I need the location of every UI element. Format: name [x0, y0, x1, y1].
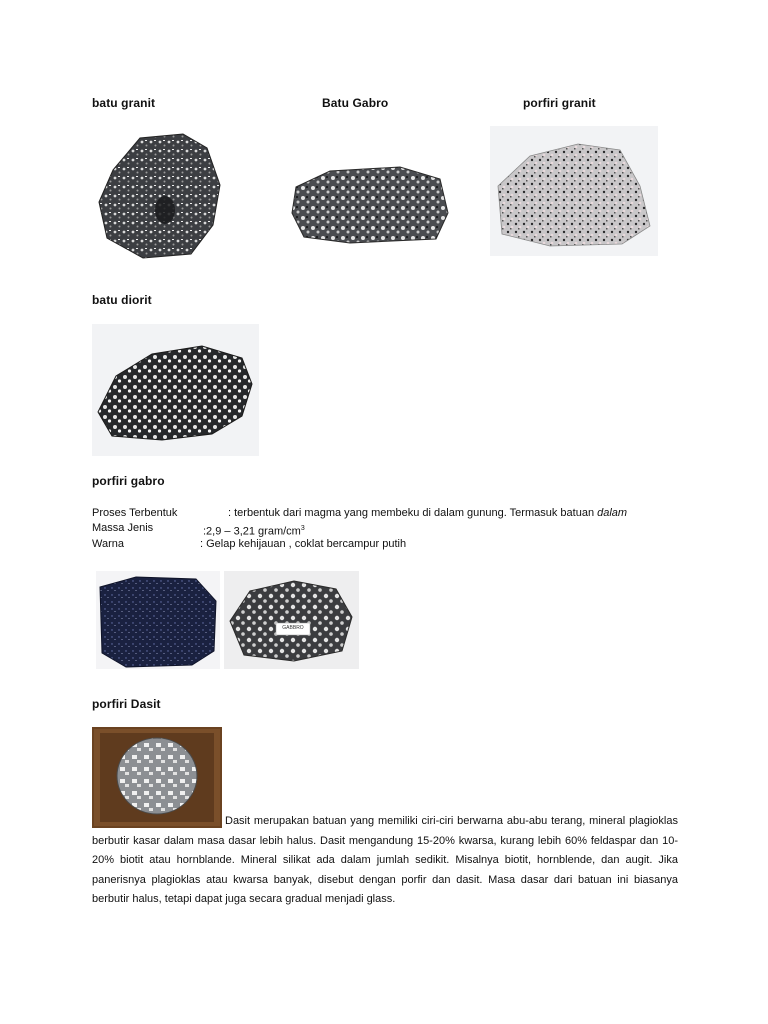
dacite-description-paragraph: [92, 812, 678, 910]
property-proses-label: Proses Terbentuk: [92, 507, 178, 519]
heading-batu-granit: batu granit: [92, 96, 156, 110]
porphyry-gabbro-dark-image: [96, 571, 220, 669]
porphyry-gabbro-specimen-image: [224, 571, 359, 669]
heading-porfiri-gabro: porfiri gabro: [92, 474, 165, 488]
heading-batu-diorit: batu diorit: [92, 293, 152, 307]
property-massa-label: Massa Jenis: [92, 522, 154, 534]
heading-porfiri-dasit: porfiri Dasit: [92, 697, 161, 711]
property-proses-italic: dalam: [597, 507, 628, 519]
property-proses-text: : terbentuk dari magma yang membeku di dalam gunung. Termasuk batuan: [228, 507, 598, 519]
diorite-rock-image: [92, 324, 259, 456]
dacite-description-text: Dasit merupakan batuan yang memiliki ciri-ciri berwarna abu-abu terang, mineral plagioklas berbutir kasar dalam masa dasar lebih halus. Dasit mengandung 15-20% kwarsa, kurang lebih 60% feldaspar dan 10-20% biotit atau hornblande. Mineral silikat ada dalam jumlah sedikit. Misalnya biotit, hornblende, dan augit. Jika panerisnya plagioklas atau kwarsa banyak, disebut dengan porfir dan dasit. Masa dasar dari batuan ini biasanya berbutir halus, tetapi dapat juga secara gradual menjadi glass.: [92, 815, 678, 905]
property-warna-value: : Gelap kehijauan , coklat bercampur putih: [200, 538, 407, 550]
property-warna-label: Warna: [92, 538, 124, 550]
property-proses-value: [228, 506, 627, 521]
heading-porfiri-granit: porfiri granit: [523, 96, 596, 110]
property-massa-superscript: 3: [300, 525, 305, 532]
heading-batu-gabro: Batu Gabro: [322, 96, 389, 110]
property-massa-text: :2,9 – 3,21 gram/cm: [203, 525, 301, 538]
gabbro-rock-image: [290, 165, 450, 245]
gabbro-specimen-label: GABBRO: [282, 625, 304, 631]
porphyry-granite-rock-image: [490, 126, 658, 256]
granite-rock-image: [95, 130, 230, 260]
